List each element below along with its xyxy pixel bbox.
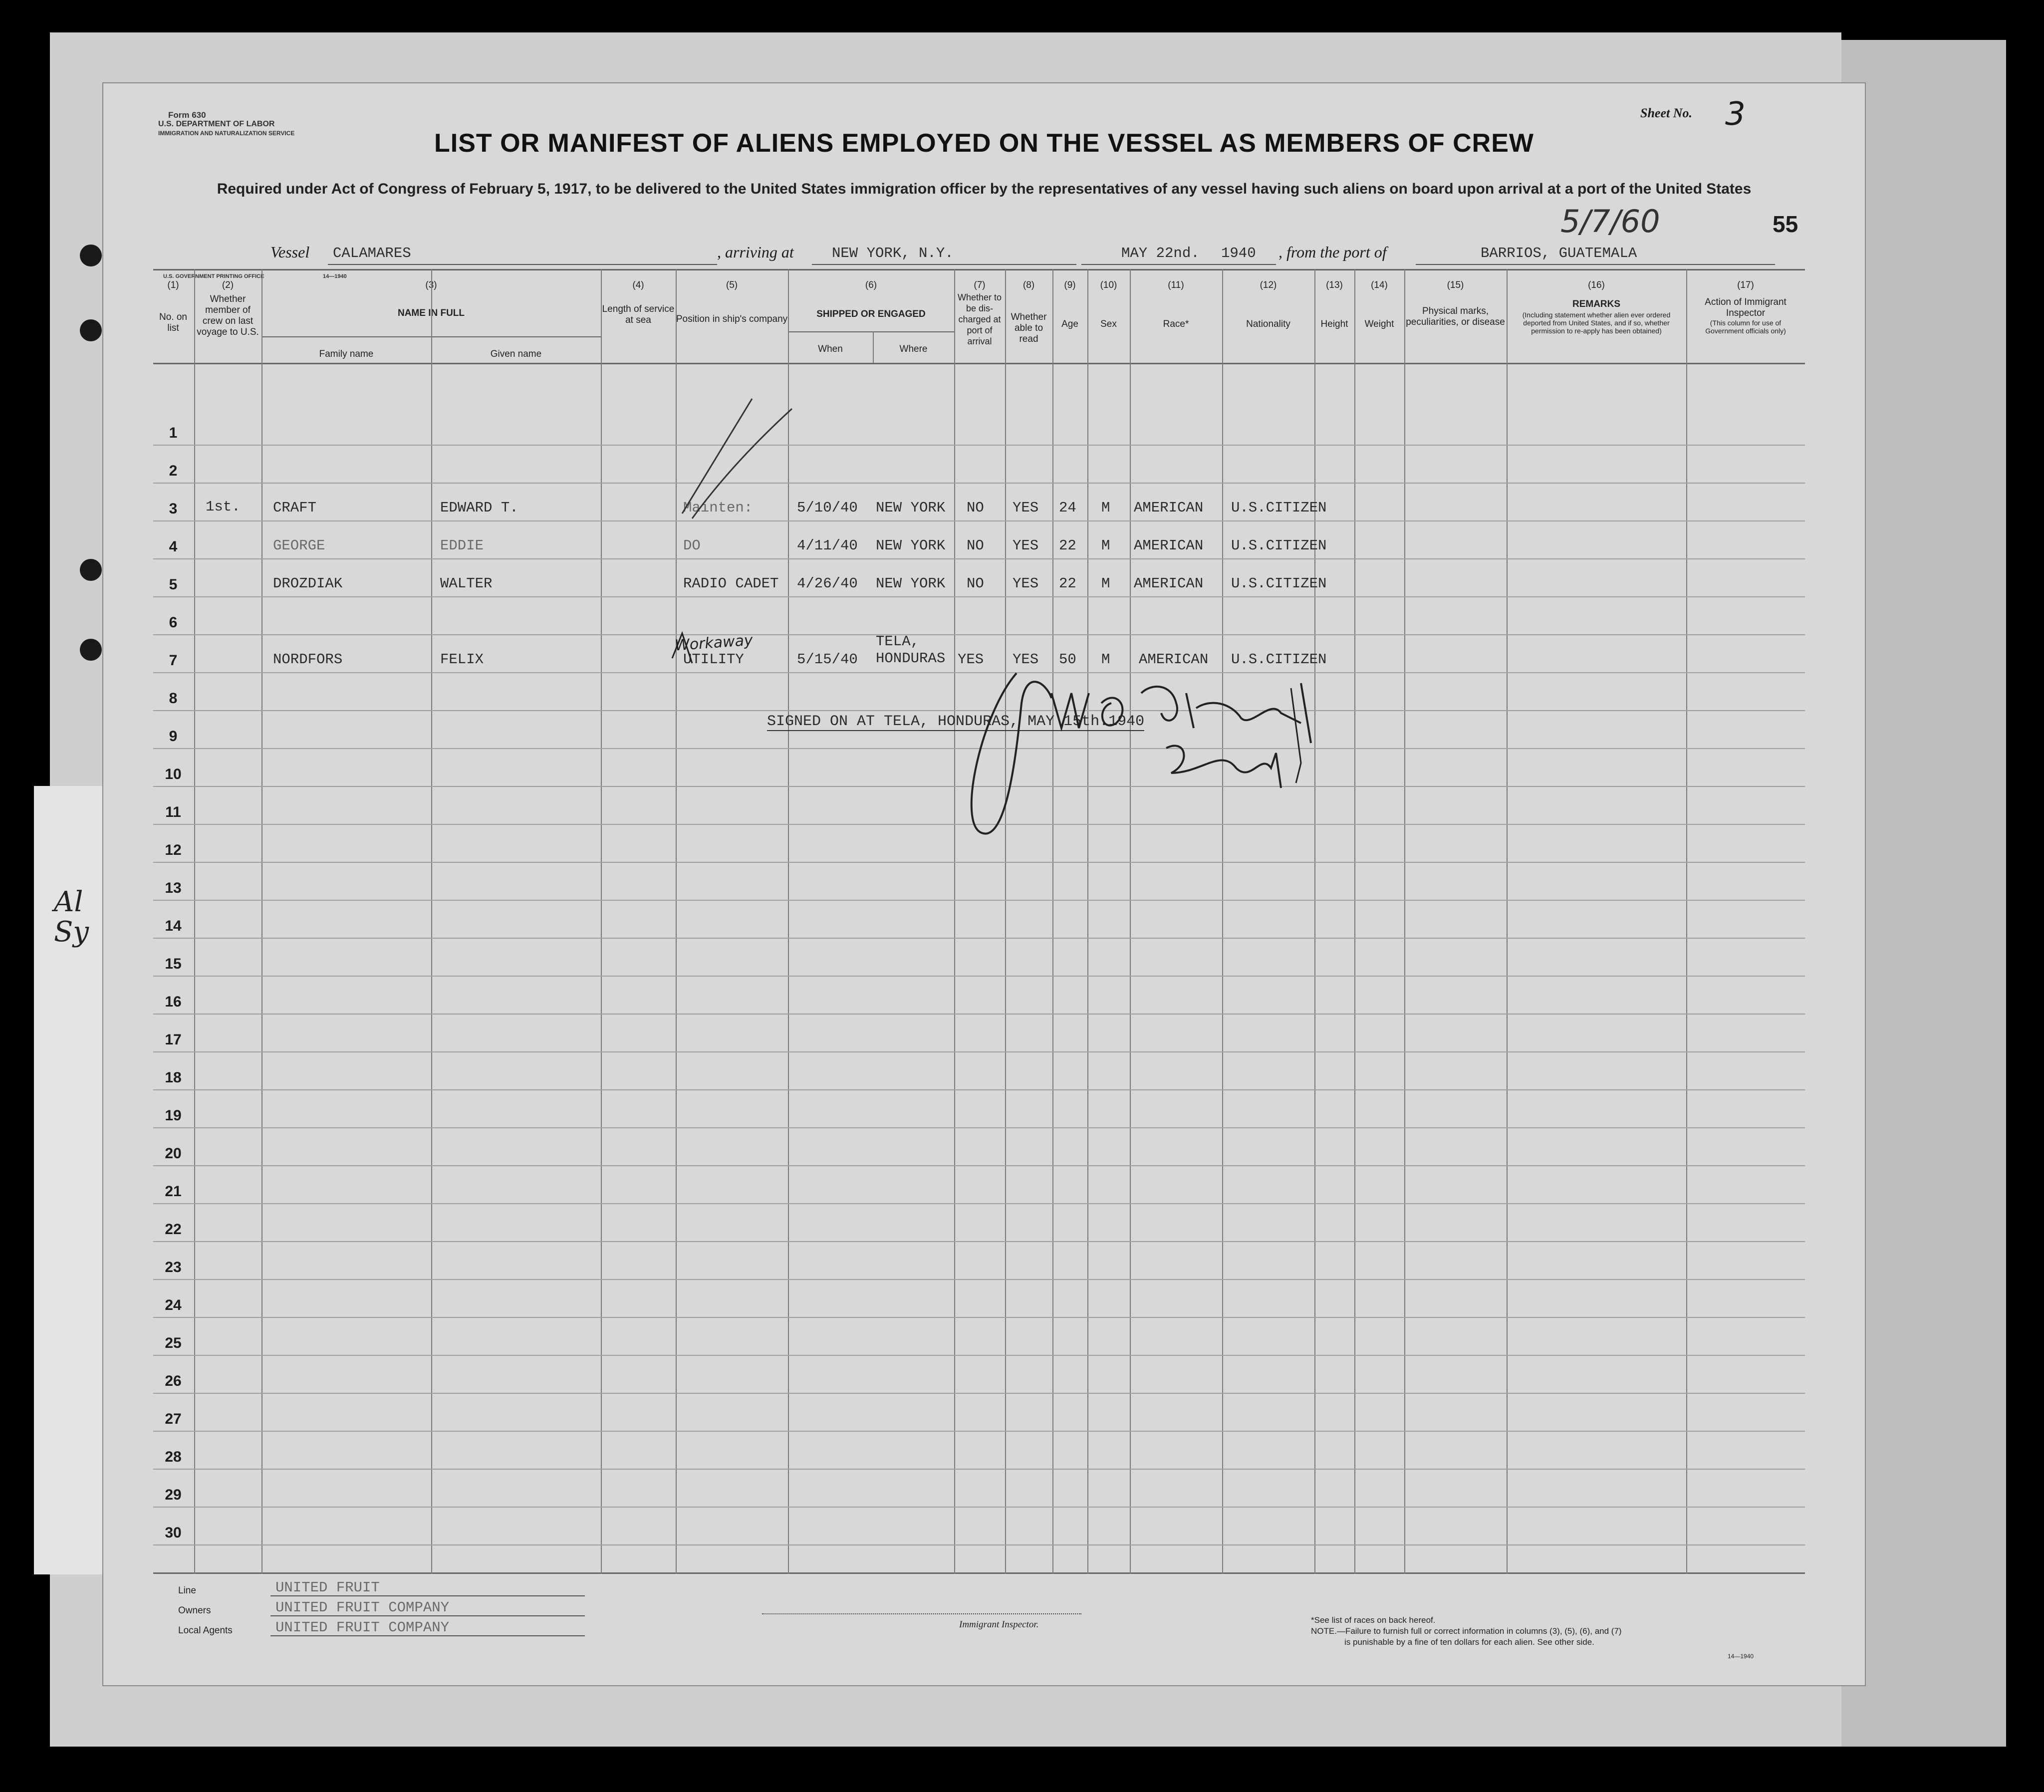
where-1: NEW YORK — [876, 500, 946, 516]
signed-on-note: SIGNED ON AT TELA, HONDURAS, MAY 15th.1940 — [767, 713, 1145, 730]
handwritten-workaway: Workaway — [674, 631, 754, 655]
row-number: 5 — [169, 576, 178, 593]
row-divider — [153, 520, 1805, 521]
binder-hole — [80, 559, 102, 581]
col-num-3: (3) — [425, 280, 437, 290]
col-head-when: When — [818, 344, 843, 354]
column-divider — [1005, 269, 1006, 1574]
family-name-2: GEORGE — [273, 537, 325, 554]
column-divider — [194, 269, 195, 1574]
row-number: 9 — [169, 728, 178, 745]
row-divider — [153, 1544, 1805, 1545]
col-head-remarks: REMARKS — [1572, 299, 1621, 309]
form-number: Form 630 — [168, 110, 206, 120]
discharged-1: NO — [967, 500, 984, 516]
pen-stroke-icon — [672, 389, 802, 528]
nationality-5: U.S.CITIZEN — [1231, 651, 1327, 668]
service-name: IMMIGRATION AND NATURALIZATION SERVICE — [158, 130, 295, 137]
sheet-no-label: Sheet No. — [1640, 106, 1692, 120]
owners-value: UNITED FRUIT COMPANY — [275, 1599, 450, 1616]
binder-hole — [80, 639, 102, 661]
row-divider — [153, 1089, 1805, 1090]
column-divider — [1354, 269, 1355, 1574]
given-name-1: EDWARD T. — [440, 500, 518, 516]
row-number: 30 — [165, 1525, 182, 1541]
sheet-no-value: 3 — [1725, 96, 1746, 133]
row-number: 4 — [169, 538, 178, 555]
race-3: AMERICAN — [1134, 575, 1204, 592]
row-number: 11 — [165, 804, 181, 820]
position-5: UTILITY — [683, 651, 744, 668]
row-divider — [153, 634, 1805, 635]
row-number: 26 — [165, 1373, 182, 1389]
row-number: 25 — [165, 1335, 182, 1351]
arriving-port: NEW YORK, N.Y. — [832, 245, 954, 261]
row-number: 1 — [169, 425, 178, 441]
discharged-3: NO — [967, 575, 984, 592]
column-divider — [1222, 269, 1223, 1574]
col-head-discharged: Whether to be dis-charged at port of arrival — [957, 292, 1002, 346]
row-divider — [153, 1051, 1805, 1052]
col-head-name: NAME IN FULL — [397, 308, 465, 318]
col-num-15: (15) — [1447, 280, 1464, 290]
col-num-13: (13) — [1326, 280, 1343, 290]
col-head-service: Length of service at sea — [602, 304, 675, 325]
row-divider — [153, 1507, 1805, 1508]
from-port-label: , from the port of — [1278, 243, 1387, 261]
row-number: 16 — [165, 994, 182, 1010]
row-divider — [153, 900, 1805, 901]
col-num-14: (14) — [1371, 280, 1388, 290]
given-name-5: FELIX — [440, 651, 484, 668]
position-2: DO — [683, 537, 701, 554]
row-number: 2 — [169, 463, 178, 479]
page-number: 55 — [1773, 211, 1798, 237]
position-1: Mainten: — [683, 500, 753, 516]
col-num-11: (11) — [1168, 280, 1184, 290]
race-5: AMERICAN — [1139, 651, 1209, 668]
read-1: YES — [1013, 500, 1039, 516]
row-number: 3 — [169, 501, 178, 517]
row-number: 7 — [169, 652, 178, 669]
col-num-2: (2) — [222, 280, 234, 290]
sex-5: M — [1101, 651, 1110, 668]
row-divider — [153, 1014, 1805, 1015]
column-divider — [431, 269, 432, 1574]
col-head-no: No. on list — [159, 312, 187, 333]
col-head-remarks-note: (Including statement whether alien ever ordered deported from United States, and if so, whether permission to re-apply has been obtained) — [1522, 311, 1671, 335]
row-divider — [153, 558, 1805, 559]
row-divider — [153, 938, 1805, 939]
binder-hole — [80, 245, 102, 266]
discharged-2: NO — [967, 537, 984, 554]
given-name-3: WALTER — [440, 575, 493, 592]
row-number: 10 — [165, 766, 182, 782]
row-divider — [153, 596, 1805, 597]
discharged-5: YES — [958, 651, 984, 668]
column-divider — [1130, 269, 1131, 1574]
col-head-where: Where — [899, 344, 928, 354]
row-number: 29 — [165, 1487, 182, 1503]
col-num-17: (17) — [1737, 280, 1754, 290]
column-divider — [1087, 269, 1088, 1574]
arriving-label: , arriving at — [717, 243, 794, 261]
race-1: AMERICAN — [1134, 500, 1204, 516]
row-number: 8 — [169, 690, 178, 707]
col-head-action: Action of Immigrant Inspector — [1705, 297, 1787, 318]
where-5: TELA, HONDURAS — [876, 633, 946, 667]
sex-3: M — [1101, 575, 1110, 592]
read-2: YES — [1013, 537, 1039, 554]
vessel-info-row — [103, 243, 1865, 268]
column-divider — [1507, 269, 1508, 1574]
row-divider — [153, 445, 1805, 446]
sex-1: M — [1101, 500, 1110, 516]
column-divider — [1314, 269, 1315, 1574]
read-3: YES — [1013, 575, 1039, 592]
printing-office: U.S. GOVERNMENT PRINTING OFFICE — [163, 273, 264, 279]
family-name-3: DROZDIAK — [273, 575, 343, 592]
penalty-note-2: is punishable by a fine of ten dollars for each alien. See other side. — [1344, 1637, 1594, 1647]
family-name-1: CRAFT — [273, 500, 317, 516]
col-head-physical: Physical marks, peculiarities, or disease — [1406, 306, 1505, 327]
col-num-9: (9) — [1064, 280, 1076, 290]
row-divider — [153, 483, 1805, 484]
given-name-2: EDDIE — [440, 537, 484, 554]
col-head-last-voyage: Whether member of crew on last voyage to U.S. — [197, 294, 259, 337]
read-5: YES — [1013, 651, 1039, 668]
family-name-5: NORDFORS — [273, 651, 343, 668]
flap-text-2: Sy — [54, 916, 89, 948]
age-5: 50 — [1059, 651, 1076, 668]
row-divider — [153, 1317, 1805, 1318]
column-divider — [261, 269, 262, 1574]
where-3: NEW YORK — [876, 575, 946, 592]
col-head-weight: Weight — [1364, 319, 1394, 329]
col-num-4: (4) — [632, 280, 644, 290]
race-2: AMERICAN — [1134, 537, 1204, 554]
row-number: 22 — [165, 1221, 182, 1238]
row-divider — [153, 1469, 1805, 1470]
row-divider — [153, 1127, 1805, 1128]
column-divider — [1404, 269, 1405, 1574]
col-head-shipped: SHIPPED OR ENGAGED — [816, 309, 926, 319]
inspector-label: Immigrant Inspector. — [959, 1619, 1039, 1630]
col-head-family-name: Family name — [319, 349, 374, 359]
row-divider — [153, 1241, 1805, 1242]
penalty-note-1: NOTE.—Failure to furnish full or correct information in columns (3), (5), (6), and (7) — [1311, 1626, 1622, 1636]
when-3: 4/26/40 — [797, 575, 858, 592]
line-value: UNITED FRUIT — [275, 1579, 380, 1596]
column-divider — [601, 269, 602, 1574]
row-divider — [153, 1165, 1805, 1166]
col-num-12: (12) — [1260, 280, 1277, 290]
row-number: 13 — [165, 880, 182, 896]
col-head-given-name: Given name — [490, 349, 542, 359]
arrival-date: MAY 22nd. — [1121, 245, 1200, 261]
col-head-position: Position in ship's company — [676, 314, 788, 324]
row-number: 27 — [165, 1411, 182, 1427]
col-head-read: Whether able to read — [1011, 312, 1047, 344]
row-number: 12 — [165, 842, 182, 858]
row-divider — [153, 1431, 1805, 1432]
when-1: 5/10/40 — [797, 500, 858, 516]
row-number: 19 — [165, 1107, 182, 1124]
manifest-form — [102, 82, 1866, 1686]
line-label: Line — [178, 1585, 196, 1596]
col-num-7: (7) — [974, 280, 986, 290]
overlapping-page-flap — [34, 786, 104, 1574]
row-number: 6 — [169, 614, 178, 631]
arrival-year: 1940 — [1221, 245, 1256, 261]
col-num-5: (5) — [726, 280, 738, 290]
age-3: 22 — [1059, 575, 1076, 592]
col-head-nationality: Nationality — [1246, 319, 1290, 329]
row-number: 21 — [165, 1183, 182, 1200]
sex-2: M — [1101, 537, 1110, 554]
row-number: 28 — [165, 1449, 182, 1465]
age-2: 22 — [1059, 537, 1076, 554]
column-divider — [1052, 269, 1053, 1574]
col-head-age: Age — [1061, 319, 1078, 329]
column-divider — [1686, 269, 1687, 1574]
manifest-table — [153, 269, 1805, 1574]
row-divider — [153, 1355, 1805, 1356]
row-number: 15 — [165, 956, 182, 972]
from-port: BARRIOS, GUATEMALA — [1481, 245, 1637, 261]
col-head-height: Height — [1320, 319, 1348, 329]
nationality-1: U.S.CITIZEN — [1231, 500, 1327, 516]
where-2: NEW YORK — [876, 537, 946, 554]
row-divider — [153, 1203, 1805, 1204]
inspector-signature-icon — [952, 653, 1451, 863]
footer-code: 14—1940 — [1728, 1653, 1754, 1660]
col-num-6: (6) — [865, 280, 877, 290]
department-name: U.S. DEPARTMENT OF LABOR — [158, 120, 275, 128]
age-1: 24 — [1059, 500, 1076, 516]
printing-code: 14—1940 — [323, 273, 347, 279]
row-number: 20 — [165, 1145, 182, 1162]
nationality-3: U.S.CITIZEN — [1231, 575, 1327, 592]
row-number: 17 — [165, 1031, 182, 1048]
nationality-2: U.S.CITIZEN — [1231, 537, 1327, 554]
vessel-label: Vessel — [270, 243, 310, 261]
col-num-10: (10) — [1100, 280, 1117, 290]
last-voyage-1: 1st. — [206, 499, 241, 515]
owners-label: Owners — [178, 1605, 211, 1616]
row-divider — [153, 1279, 1805, 1280]
column-divider — [954, 269, 955, 1574]
col-head-action-note: (This column for use of Government officials only) — [1705, 319, 1786, 335]
races-note: *See list of races on back hereof. — [1311, 1615, 1436, 1625]
when-5: 5/15/40 — [797, 651, 858, 668]
handwritten-date: 5/7/60 — [1560, 203, 1660, 240]
row-number: 18 — [165, 1069, 182, 1086]
row-number: 24 — [165, 1297, 182, 1313]
position-3: RADIO CADET — [683, 575, 779, 592]
form-subtitle: Required under Act of Congress of February 5, 1917, to be delivered to the United States immigration officer by the representatives of any vessel having such aliens on board upon arrival at a port of the United States — [217, 181, 1752, 197]
agents-value: UNITED FRUIT COMPANY — [275, 1619, 450, 1636]
row-number: 23 — [165, 1259, 182, 1276]
strike-through-icon — [662, 628, 792, 668]
row-number: 14 — [165, 918, 182, 934]
col-num-16: (16) — [1588, 280, 1605, 290]
binder-hole — [80, 319, 102, 341]
form-title: LIST OR MANIFEST OF ALIENS EMPLOYED ON THE VESSEL AS MEMBERS OF CREW — [434, 129, 1534, 158]
col-num-1: (1) — [167, 280, 179, 290]
row-divider — [153, 1393, 1805, 1394]
col-num-8: (8) — [1022, 280, 1035, 290]
col-head-sex: Sex — [1100, 319, 1117, 329]
row-divider — [153, 976, 1805, 977]
agents-label: Local Agents — [178, 1625, 233, 1636]
when-2: 4/11/40 — [797, 537, 858, 554]
col-head-race: Race* — [1163, 319, 1189, 329]
flap-text-1: Al — [54, 886, 83, 918]
vessel-name: CALAMARES — [333, 245, 411, 261]
